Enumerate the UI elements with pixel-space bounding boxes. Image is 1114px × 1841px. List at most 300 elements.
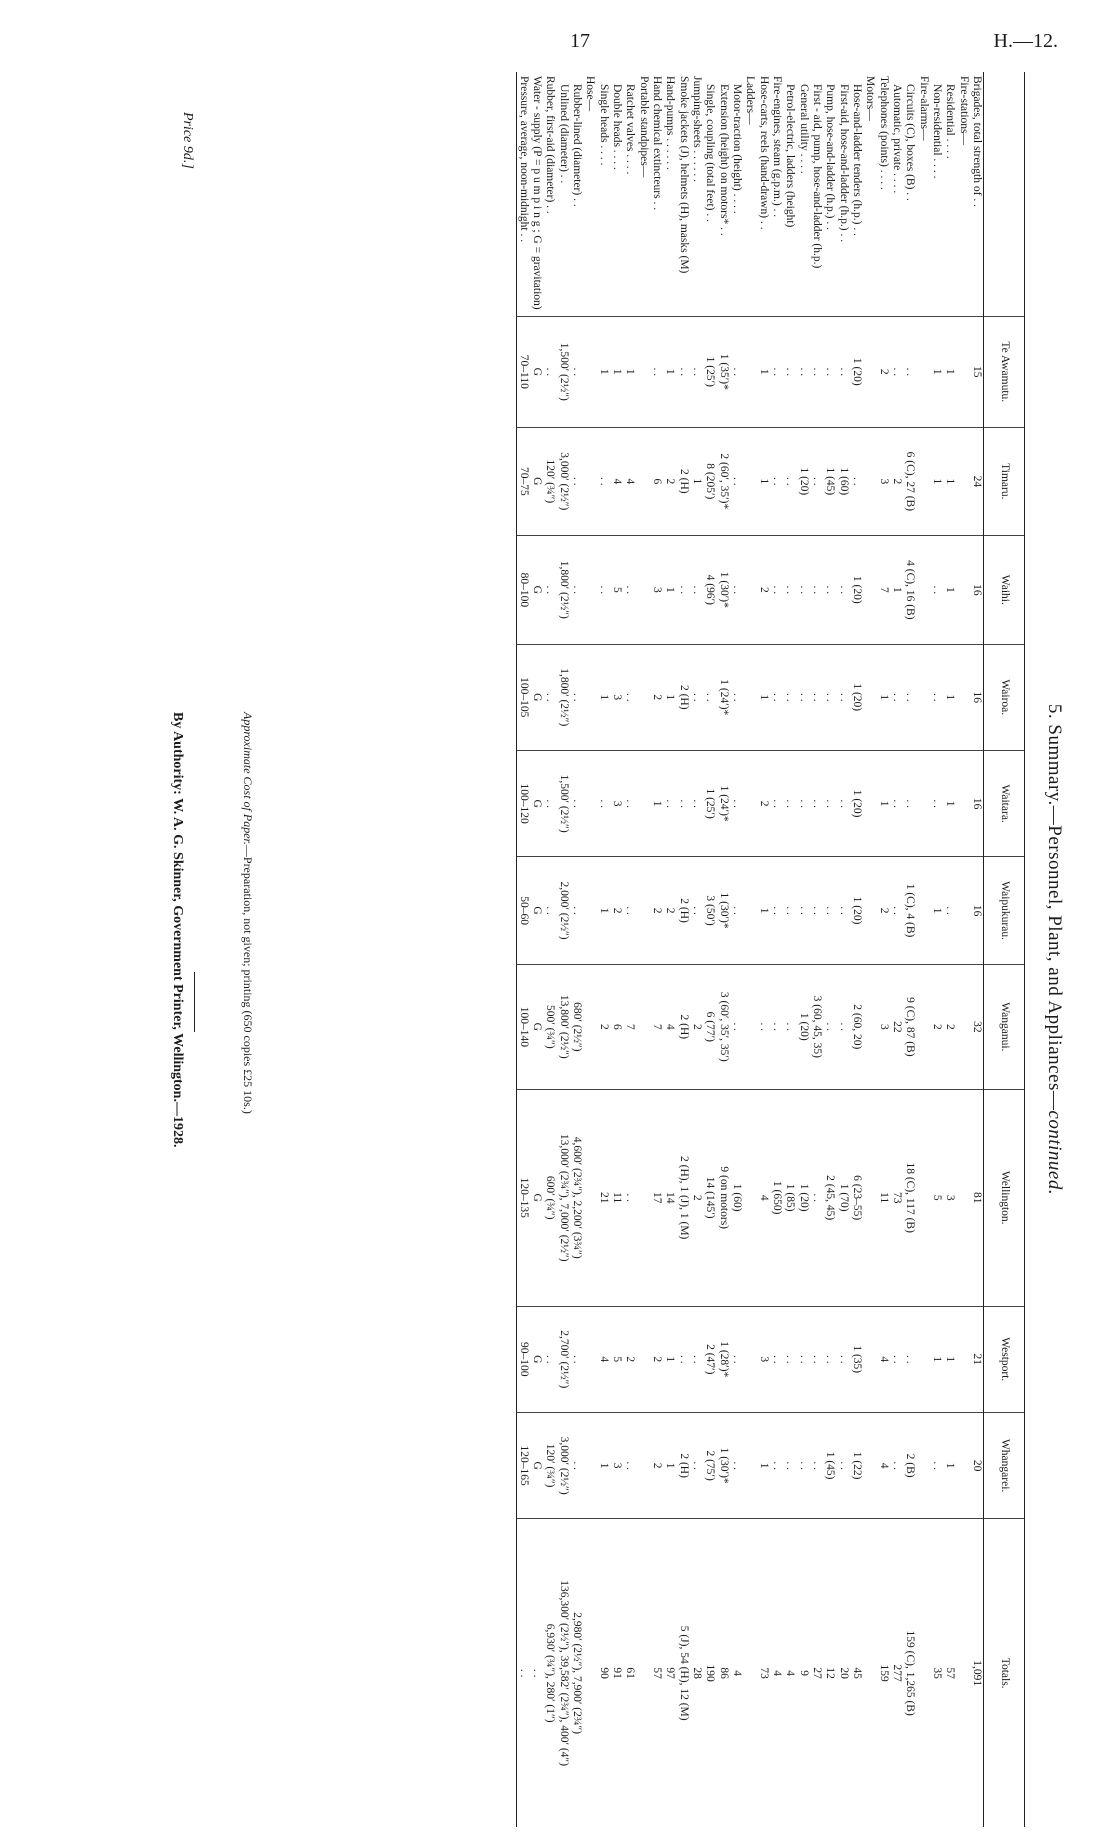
- table-cell: G: [530, 857, 543, 965]
- table-cell: . .: [730, 1306, 743, 1412]
- table-cell: 2: [876, 857, 889, 965]
- table-cell: . .: [930, 644, 943, 750]
- table-cell: 1: [663, 1306, 676, 1412]
- table-cell: [863, 1412, 876, 1518]
- table-cell: 6: [650, 427, 663, 535]
- table-cell: [863, 317, 876, 428]
- table-cell: 17: [650, 1089, 663, 1306]
- table-cell: [583, 1306, 596, 1412]
- table-row: [756, 72, 769, 1827]
- total-cell: 9: [796, 1519, 809, 1827]
- heading-main: 5. Summary.—Personnel, Plant, and Appliances—: [1044, 703, 1065, 1111]
- table-cell: . .: [543, 317, 556, 428]
- table-cell: 3: [610, 644, 623, 750]
- table-cell: . .: [823, 644, 836, 750]
- table-cell: [956, 1412, 969, 1518]
- table-cell: . .: [770, 536, 783, 644]
- table-cell: 100–105: [516, 644, 530, 750]
- table-cell: [636, 750, 649, 856]
- rotated-table-region: [155, 72, 1065, 1827]
- table-row: [570, 72, 583, 1827]
- table-cell: 15: [970, 317, 984, 428]
- table-cell: . .: [623, 1089, 636, 1306]
- total-cell: 27: [810, 1519, 823, 1827]
- table-cell: [743, 536, 756, 644]
- table-cell: 2 (47′): [703, 1306, 716, 1412]
- table-cell: 1 (60): [836, 427, 849, 535]
- table-cell: . .: [810, 536, 823, 644]
- table-cell: 2: [876, 317, 889, 428]
- row-label: Ratchet valves . . . .: [624, 84, 637, 175]
- row-label: General utility . . . .: [797, 84, 810, 174]
- table-cell: . .: [676, 536, 689, 644]
- table-row: [730, 72, 743, 1827]
- table-cell: . .: [836, 1412, 849, 1518]
- table-cell: [583, 857, 596, 965]
- table-cell: 1 (20): [850, 644, 863, 750]
- table-cell: 2: [610, 857, 623, 965]
- table-cell: 1: [596, 644, 609, 750]
- column-header: Te Awamutu.: [984, 317, 1025, 428]
- table-cell: 3: [610, 750, 623, 856]
- table-cell: . .: [810, 750, 823, 856]
- column-header: Westport.: [984, 1306, 1025, 1412]
- table-cell: . .: [890, 750, 903, 856]
- table-cell: 1 (30′)*: [716, 1412, 729, 1518]
- table-cell: 1,800′ (2½″): [557, 536, 570, 644]
- table-cell: 1: [663, 644, 676, 750]
- table-row: [930, 72, 943, 1827]
- table-cell: 1: [930, 317, 943, 428]
- table-cell: [956, 750, 969, 856]
- table-cell: [956, 1306, 969, 1412]
- table-cell: [863, 750, 876, 856]
- table-cell: . .: [836, 536, 849, 644]
- table-cell: . .: [783, 1306, 796, 1412]
- total-cell: 97: [663, 1519, 676, 1827]
- table-cell: 1: [663, 1412, 676, 1518]
- table-cell: . .: [783, 644, 796, 750]
- row-label: Automatic, private . . . .: [891, 84, 904, 194]
- table-cell: 22: [890, 964, 903, 1089]
- table-cell: . .: [596, 536, 609, 644]
- table-cell: 8 (205′): [703, 427, 716, 535]
- table-cell: [956, 1089, 969, 1306]
- total-cell: . .: [516, 1519, 530, 1827]
- table-cell: 7: [623, 964, 636, 1089]
- table-cell: 4,600′ (2¾″), 2,200′ (3¾″): [570, 1089, 583, 1306]
- total-cell: 57: [943, 1519, 956, 1827]
- table-cell: 4 (96′): [703, 536, 716, 644]
- table-cell: [743, 317, 756, 428]
- table-cell: 2: [650, 857, 663, 965]
- row-label: Residential . . . .: [944, 84, 957, 159]
- total-cell: [583, 1519, 596, 1827]
- table-cell: [863, 536, 876, 644]
- table-cell: . .: [783, 1412, 796, 1518]
- table-cell: [743, 1306, 756, 1412]
- table-cell: 100–120: [516, 750, 530, 856]
- table-row: [770, 72, 783, 1827]
- table-cell: 1 (60): [730, 1089, 743, 1306]
- table-row: [703, 72, 716, 1827]
- table-cell: 7: [650, 964, 663, 1089]
- table-cell: 3,000′ (2½″): [557, 427, 570, 535]
- table-cell: G: [530, 317, 543, 428]
- table-cell: . .: [543, 1306, 556, 1412]
- table-heading: [1043, 72, 1065, 1827]
- table-cell: 1 (20): [796, 964, 809, 1089]
- table-cell: 600′ (¾″): [543, 1089, 556, 1306]
- table-cell: . .: [663, 750, 676, 856]
- row-label: Single heads . . . .: [597, 84, 610, 166]
- table-cell: 3: [943, 1089, 956, 1306]
- table-cell: [636, 857, 649, 965]
- table-row: [943, 72, 956, 1827]
- row-label: Rubber, first-aid (diameter) . .: [544, 76, 557, 214]
- table-cell: 1: [890, 536, 903, 644]
- table-cell: . .: [810, 857, 823, 965]
- table-cell: . .: [943, 857, 956, 965]
- table-cell: [743, 644, 756, 750]
- table-cell: 1 (30′)*: [716, 536, 729, 644]
- table-cell: . .: [890, 857, 903, 965]
- table-row: [650, 72, 663, 1827]
- total-cell: 28: [690, 1519, 703, 1827]
- table-cell: 4: [610, 427, 623, 535]
- table-cell: . .: [930, 750, 943, 856]
- table-cell: [743, 964, 756, 1089]
- total-cell: 73: [756, 1519, 769, 1827]
- total-cell: 91: [610, 1519, 623, 1827]
- table-cell: . .: [690, 644, 703, 750]
- table-cell: 2: [890, 427, 903, 535]
- table-cell: . .: [756, 964, 769, 1089]
- table-cell: . .: [543, 536, 556, 644]
- table-cell: . .: [836, 1306, 849, 1412]
- table-cell: . .: [730, 750, 743, 856]
- table-cell: 18 (C), 117 (B): [903, 1089, 916, 1306]
- table-cell: . .: [596, 750, 609, 856]
- table-cell: 1 (70): [836, 1089, 849, 1306]
- table-cell: 1: [756, 644, 769, 750]
- table-cell: . .: [783, 536, 796, 644]
- table-cell: . .: [823, 317, 836, 428]
- table-cell: 1: [943, 750, 956, 856]
- table-cell: . .: [810, 317, 823, 428]
- table-cell: 2: [650, 1412, 663, 1518]
- table-cell: 2: [663, 857, 676, 965]
- table-cell: . .: [836, 857, 849, 965]
- table-cell: 14 (145′): [703, 1089, 716, 1306]
- table-cell: G: [530, 644, 543, 750]
- table-cell: . .: [890, 1412, 903, 1518]
- table-cell: . .: [730, 1412, 743, 1518]
- total-cell: 35: [930, 1519, 943, 1827]
- table-cell: . .: [770, 1412, 783, 1518]
- table-cell: 2 (H): [676, 857, 689, 965]
- table-cell: . .: [570, 644, 583, 750]
- table-cell: 1: [943, 1412, 956, 1518]
- table-cell: 2 (45, 45): [823, 1089, 836, 1306]
- total-cell: [636, 1519, 649, 1827]
- table-cell: [583, 427, 596, 535]
- column-header: Waipukurau.: [984, 857, 1025, 965]
- table-cell: 1: [663, 536, 676, 644]
- table-cell: 1: [756, 1412, 769, 1518]
- table-row: [796, 72, 809, 1827]
- table-cell: 3,000′ (2½″): [557, 1412, 570, 1518]
- table-cell: 1: [943, 536, 956, 644]
- table-cell: 1 (25′): [703, 317, 716, 428]
- table-cell: 4: [876, 1306, 889, 1412]
- table-cell: 2: [596, 964, 609, 1089]
- table-cell: 1 (30′)*: [716, 857, 729, 965]
- table-cell: 1 (C), 4 (B): [903, 857, 916, 965]
- table-cell: 90–100: [516, 1306, 530, 1412]
- row-label: Motors—: [864, 76, 877, 121]
- table-row: [836, 72, 849, 1827]
- column-header: Timaru.: [984, 427, 1025, 535]
- table-cell: 1: [610, 317, 623, 428]
- table-cell: 1 (45): [823, 427, 836, 535]
- table-cell: 1: [930, 857, 943, 965]
- table-cell: . .: [730, 644, 743, 750]
- table-cell: 1 (20): [850, 536, 863, 644]
- total-cell: 4: [730, 1519, 743, 1827]
- table-cell: [916, 750, 929, 856]
- table-cell: . .: [783, 427, 796, 535]
- table-cell: G: [530, 536, 543, 644]
- table-cell: 2 (60′, 35′)*: [716, 427, 729, 535]
- row-label: Fire-engines, steam (g.p.m.) . .: [771, 76, 784, 218]
- total-cell: 2,980′ (2½″), 7,900′ (2¾″): [570, 1519, 583, 1827]
- table-cell: 1: [876, 750, 889, 856]
- table-body: [516, 72, 983, 1827]
- table-cell: . .: [770, 750, 783, 856]
- table-cell: 24: [970, 427, 984, 535]
- total-cell: 1,091: [970, 1519, 984, 1827]
- table-cell: . .: [930, 536, 943, 644]
- table-cell: [916, 964, 929, 1089]
- table-cell: 16: [970, 750, 984, 856]
- table-cell: [956, 964, 969, 1089]
- table-cell: . .: [676, 1306, 689, 1412]
- table-cell: . .: [783, 857, 796, 965]
- table-cell: [636, 1306, 649, 1412]
- table-cell: . .: [783, 317, 796, 428]
- table-cell: . .: [690, 536, 703, 644]
- table-cell: . .: [570, 1412, 583, 1518]
- table-cell: . .: [676, 750, 689, 856]
- table-cell: . .: [650, 317, 663, 428]
- table-cell: 1 (20): [796, 1089, 809, 1306]
- table-row: [636, 72, 649, 1827]
- table-cell: 2: [690, 1089, 703, 1306]
- table-cell: 2: [756, 536, 769, 644]
- page-reference: H.—12.: [993, 30, 1058, 52]
- authority-line: By Authority: W. A. G. Skinner, Government Printer, Wellington.—1928.: [170, 712, 185, 1148]
- table-cell: . .: [543, 644, 556, 750]
- table-cell: 1 (28′)*: [716, 1306, 729, 1412]
- table-cell: . .: [823, 964, 836, 1089]
- table-cell: [916, 536, 929, 644]
- table-cell: [583, 536, 596, 644]
- table-cell: [863, 857, 876, 965]
- table-cell: 70–110: [516, 317, 530, 428]
- table-cell: . .: [823, 536, 836, 644]
- table-row: [663, 72, 676, 1827]
- row-label: Hose-carts, reels (hand-drawn) . .: [757, 76, 770, 230]
- column-header: Wanganui.: [984, 964, 1025, 1089]
- table-cell: . .: [543, 750, 556, 856]
- table-cell: 2,700′ (2½″): [557, 1306, 570, 1412]
- table-cell: 2 (H): [676, 644, 689, 750]
- table-cell: [956, 644, 969, 750]
- table-cell: . .: [623, 750, 636, 856]
- table-cell: [916, 427, 929, 535]
- table-cell: 7: [876, 536, 889, 644]
- table-cell: 1: [596, 317, 609, 428]
- total-cell: . .: [530, 1519, 543, 1827]
- row-label: Rubber-lined (diameter) . .: [571, 84, 584, 207]
- table-cell: . .: [703, 644, 716, 750]
- table-cell: 3: [756, 1306, 769, 1412]
- table-cell: . .: [570, 750, 583, 856]
- table-row: [623, 72, 636, 1827]
- table-cell: 2: [756, 750, 769, 856]
- table-cell: 2 (H): [676, 964, 689, 1089]
- table-cell: 70–75: [516, 427, 530, 535]
- table-cell: 2 (60, 20): [850, 964, 863, 1089]
- row-label: Motor-traction (height) . . . .: [731, 84, 744, 214]
- row-label: Fire-alarms—: [917, 76, 930, 141]
- total-cell: [916, 1519, 929, 1827]
- table-cell: 11: [876, 1089, 889, 1306]
- table-cell: 1: [756, 857, 769, 965]
- table-row: [956, 72, 969, 1827]
- table-row: [610, 72, 623, 1827]
- table-cell: 1 (24′)*: [716, 644, 729, 750]
- total-cell: 4: [783, 1519, 796, 1827]
- table-cell: 2 (75′): [703, 1412, 716, 1518]
- table-cell: 2: [690, 964, 703, 1089]
- table-row: [557, 72, 570, 1827]
- table-cell: 2: [943, 964, 956, 1089]
- table-cell: 1 (20): [850, 750, 863, 856]
- table-cell: 1: [596, 857, 609, 965]
- table-cell: [916, 644, 929, 750]
- table-cell: 1 (20): [850, 857, 863, 965]
- table-row: [676, 72, 689, 1827]
- row-label: Double heads . . . .: [611, 84, 624, 170]
- table-cell: 120–135: [516, 1089, 530, 1306]
- table-cell: 1,500′ (2½″): [557, 317, 570, 428]
- table-cell: [636, 536, 649, 644]
- table-cell: . .: [770, 427, 783, 535]
- table-cell: . .: [796, 536, 809, 644]
- table-cell: 120′ (¾″): [543, 1412, 556, 1518]
- table-cell: . .: [890, 1306, 903, 1412]
- table-row: [530, 72, 543, 1827]
- table-cell: . .: [783, 750, 796, 856]
- table-cell: . .: [836, 750, 849, 856]
- table-cell: . .: [836, 964, 849, 1089]
- table-row: [743, 72, 756, 1827]
- table-cell: 1 (22): [850, 1412, 863, 1518]
- table-cell: . .: [823, 1306, 836, 1412]
- table-cell: 1 (45): [823, 1412, 836, 1518]
- table-row: [690, 72, 703, 1827]
- table-cell: . .: [903, 317, 916, 428]
- table-cell: 4: [596, 1306, 609, 1412]
- total-cell: [743, 1519, 756, 1827]
- row-label: Unlined (diameter) . .: [557, 84, 570, 184]
- total-cell: 136,300′ (2½″), 39,582′ (2¾″), 400′ (4″): [557, 1519, 570, 1827]
- table-cell: [956, 536, 969, 644]
- table-cell: . .: [623, 644, 636, 750]
- table-cell: 80–100: [516, 536, 530, 644]
- table-cell: . .: [770, 964, 783, 1089]
- table-cell: 4 (C), 16 (B): [903, 536, 916, 644]
- table-cell: 1: [930, 1306, 943, 1412]
- table-cell: [956, 857, 969, 965]
- table-cell: 680′ (2½″): [570, 964, 583, 1089]
- table-row: [516, 72, 530, 1827]
- table-cell: G: [530, 1306, 543, 1412]
- heading-continued: continued.: [1044, 1110, 1065, 1196]
- table-cell: . .: [930, 1412, 943, 1518]
- table-cell: [863, 644, 876, 750]
- table-cell: . .: [570, 317, 583, 428]
- row-label: Circuits (C), boxes (B) . .: [904, 84, 917, 201]
- table-cell: [636, 427, 649, 535]
- table-cell: [916, 1412, 929, 1518]
- table-cell: 1 (35): [850, 1306, 863, 1412]
- table-cell: 1 (20): [850, 317, 863, 428]
- table-cell: 4: [623, 427, 636, 535]
- table-cell: 11: [610, 1089, 623, 1306]
- row-label: Petrol-electric, ladders (height): [784, 84, 797, 228]
- table-cell: 14: [663, 1089, 676, 1306]
- row-label: Extension (height) on motors* . .: [717, 84, 730, 236]
- row-label: First - aid, pump, hose-and-ladder (h.p.): [811, 84, 824, 269]
- total-cell: 6,930′ (¾″), 280′ (1″): [543, 1519, 556, 1827]
- table-cell: . .: [570, 857, 583, 965]
- table-cell: [583, 750, 596, 856]
- table-cell: 2 (H): [676, 427, 689, 535]
- table-cell: . .: [810, 1412, 823, 1518]
- table-cell: 6 (77′): [703, 964, 716, 1089]
- table-cell: 3: [650, 536, 663, 644]
- cost-text: —Preparation, not given; printing (650 copies £25 10s.): [241, 844, 255, 1114]
- total-cell: 159: [876, 1519, 889, 1827]
- row-label: Portable standpipes—: [637, 76, 650, 178]
- table-cell: . .: [596, 427, 609, 535]
- row-label: Pressure, average, noon-midnight . .: [516, 72, 530, 317]
- column-header: Waihi.: [984, 536, 1025, 644]
- total-cell: 20: [836, 1519, 849, 1827]
- table-cell: 32: [970, 964, 984, 1089]
- table-cell: . .: [543, 857, 556, 965]
- table-cell: 1: [756, 317, 769, 428]
- table-cell: . .: [796, 750, 809, 856]
- table-cell: 1: [623, 317, 636, 428]
- table-cell: [636, 644, 649, 750]
- table-cell: 2: [623, 1306, 636, 1412]
- row-label: Brigades, total strength of . .: [971, 76, 983, 207]
- table-row: [596, 72, 609, 1827]
